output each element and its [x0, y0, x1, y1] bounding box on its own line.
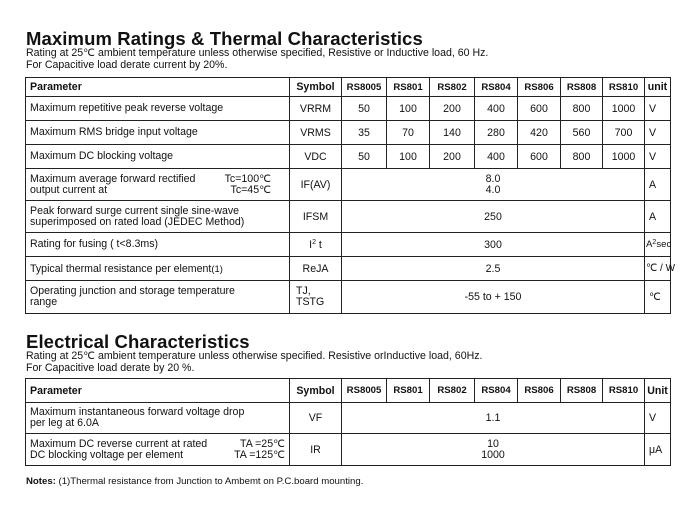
- value-cell: 800: [561, 97, 603, 121]
- value-i2t: 300: [342, 233, 645, 257]
- value-ir-2: 1000: [481, 448, 505, 461]
- table-row: [26, 201, 671, 233]
- param-ifav-cond2: Tc=45℃: [230, 183, 271, 196]
- electrical-table: [25, 378, 671, 466]
- table-row: [26, 434, 671, 466]
- symbol-vf: VF: [290, 403, 342, 434]
- table-row: [26, 281, 671, 314]
- table-row: [26, 145, 671, 169]
- param-reja-note: (1): [211, 262, 223, 274]
- param-vf-line2: per leg at 6.0A: [30, 417, 99, 429]
- value-cell: 600: [518, 145, 561, 169]
- param-ifav-cond1: Tc=100℃: [224, 172, 271, 185]
- value-cell: 100: [387, 97, 430, 121]
- value-cell: 600: [518, 97, 561, 121]
- value-ir-1: 10: [487, 437, 499, 450]
- table-row: [26, 403, 671, 434]
- symbol-vrrm: VRRM: [290, 97, 342, 121]
- param-temp-line2: range: [30, 296, 58, 308]
- symbol-vrms: VRMS: [290, 121, 342, 145]
- footnote-label: Notes:: [26, 476, 56, 487]
- header-parameter: Parameter: [26, 78, 290, 97]
- symbol-reja: ReJA: [290, 257, 342, 281]
- value-cell: 420: [518, 121, 561, 145]
- symbol-vdc: VDC: [290, 145, 342, 169]
- param-ir: [26, 434, 290, 466]
- value-cell: 700: [603, 121, 645, 145]
- table-row: [26, 169, 671, 201]
- value-cell: 800: [561, 145, 603, 169]
- param-ifsm-line1: Peak forward surge current single sine-wave: [30, 204, 240, 217]
- value-cell: 200: [430, 145, 475, 169]
- param-reja: [26, 257, 290, 281]
- symbol-temp: [290, 281, 342, 314]
- header-parameter: Parameter: [26, 379, 290, 403]
- unit-i2t-tail: sec: [656, 239, 672, 250]
- header-part: RS810: [603, 78, 645, 97]
- ratings-note-line1: Rating at 25℃ ambient temperature unless otherwise specified, Resistive or Inductive load, 60 Hz.: [26, 47, 489, 59]
- value-cell: 1000: [603, 145, 645, 169]
- param-ifav: [26, 169, 290, 201]
- symbol-i2t: [290, 233, 342, 257]
- param-vf-line1: Maximum instantaneous forward voltage drop: [30, 406, 245, 418]
- param-ir-cond2: TA =125℃: [234, 448, 285, 461]
- unit-i2t-base: A: [646, 239, 653, 250]
- symbol-i2t-tail: t: [315, 238, 322, 251]
- ratings-header-row: [26, 78, 671, 97]
- header-part: RS8005: [342, 78, 387, 97]
- unit-ifav: A: [645, 169, 671, 201]
- value-cell: 140: [430, 121, 475, 145]
- value-ifav-1: 8.0: [485, 172, 501, 185]
- header-part: RS804: [475, 78, 518, 97]
- value-cell: 400: [475, 97, 518, 121]
- header-part: RS802: [430, 78, 475, 97]
- electrical-note-line1: Rating at 25℃ ambient temperature unless otherwise specified. Resistive orInductive load, 60Hz.: [26, 350, 483, 362]
- table-row: [26, 121, 671, 145]
- footnote: [26, 476, 363, 487]
- value-cell: 560: [561, 121, 603, 145]
- param-vdc: Maximum DC blocking voltage: [26, 145, 290, 169]
- value-ifsm: 250: [342, 201, 645, 233]
- param-reja-text: Typical thermal resistance per element: [30, 262, 212, 275]
- value-cell: 1000: [603, 97, 645, 121]
- param-ifsm: [26, 201, 290, 233]
- param-i2t: Rating for fusing ( t<8.3ms): [26, 233, 290, 257]
- ratings-table: [25, 77, 676, 314]
- unit-vrrm: V: [645, 97, 671, 121]
- unit-vrms: V: [645, 121, 671, 145]
- param-vrrm: Maximum repetitive peak reverse voltage: [26, 97, 290, 121]
- header-symbol: Symbol: [290, 379, 342, 403]
- param-ifav-line2: output current at: [30, 183, 108, 196]
- section-title-ratings: Maximum Ratings & Thermal Characteristics: [26, 28, 423, 49]
- param-vrms: Maximum RMS bridge input voltage: [26, 121, 290, 145]
- header-part: RS806: [518, 78, 561, 97]
- symbol-temp-1: TJ,: [296, 285, 311, 297]
- symbol-ifav: IF(AV): [290, 169, 342, 201]
- header-part: RS810: [603, 379, 645, 403]
- header-part: RS8005: [342, 379, 387, 403]
- header-part: RS804: [475, 379, 518, 403]
- value-reja: 2.5: [342, 257, 645, 281]
- param-temp-line1: Operating junction and storage temperature: [30, 285, 235, 297]
- header-part: RS806: [518, 379, 561, 403]
- unit-ir: μA: [645, 434, 671, 466]
- value-ir: [342, 434, 645, 466]
- table-row: [26, 97, 671, 121]
- header-part: RS801: [387, 379, 430, 403]
- header-unit: unit: [645, 78, 671, 97]
- param-ir-line1: Maximum DC reverse current at rated: [30, 437, 208, 450]
- header-unit: Unit: [645, 379, 671, 403]
- value-temp: -55 to + 150: [342, 281, 645, 314]
- electrical-note-line2: For Capacitive load derate by 20 %.: [26, 362, 195, 374]
- unit-i2t: [645, 233, 671, 257]
- section-title-electrical: Electrical Characteristics: [26, 331, 250, 352]
- header-part: RS808: [561, 379, 603, 403]
- unit-vf: V: [645, 403, 671, 434]
- table-row: [26, 233, 671, 257]
- ratings-note-line2: For Capacitive load derate current by 20%.: [26, 59, 228, 71]
- electrical-header-row: [26, 379, 671, 403]
- symbol-ifsm: IFSM: [290, 201, 342, 233]
- param-ifav-line1: Maximum average forward rectified: [30, 172, 196, 185]
- symbol-ir: IR: [290, 434, 342, 466]
- value-vf: 1.1: [342, 403, 645, 434]
- unit-reja: ℃ / W: [645, 257, 671, 281]
- table-row: [26, 257, 671, 281]
- value-ifav-2: 4.0: [485, 183, 501, 196]
- param-ir-line2: DC blocking voltage per element: [30, 448, 184, 461]
- unit-vdc: V: [645, 145, 671, 169]
- param-ifsm-line2: superimposed on rated load (JEDEC Method): [30, 215, 245, 228]
- header-symbol: Symbol: [290, 78, 342, 97]
- param-ir-cond1: TA =25℃: [240, 437, 285, 450]
- footnote-text: (1)Thermal resistance from Junction to Ambemt on P.C.board mounting.: [55, 476, 364, 487]
- symbol-temp-2: TSTG: [296, 296, 325, 308]
- value-cell: 50: [342, 97, 387, 121]
- header-part: RS802: [430, 379, 475, 403]
- symbol-i2t-sup: 2: [312, 238, 316, 246]
- value-cell: 100: [387, 145, 430, 169]
- symbol-i2t-base: I: [309, 238, 313, 251]
- value-cell: 70: [387, 121, 430, 145]
- param-vf: [26, 403, 290, 434]
- value-cell: 50: [342, 145, 387, 169]
- value-cell: 280: [475, 121, 518, 145]
- unit-temp: ℃: [645, 281, 671, 314]
- header-part: RS808: [561, 78, 603, 97]
- header-part: RS801: [387, 78, 430, 97]
- unit-i2t-sup: 2: [652, 239, 657, 246]
- value-cell: 200: [430, 97, 475, 121]
- param-temp: [26, 281, 290, 314]
- value-cell: 35: [342, 121, 387, 145]
- value-ifav: [342, 169, 645, 201]
- value-cell: 400: [475, 145, 518, 169]
- unit-ifsm: A: [645, 201, 671, 233]
